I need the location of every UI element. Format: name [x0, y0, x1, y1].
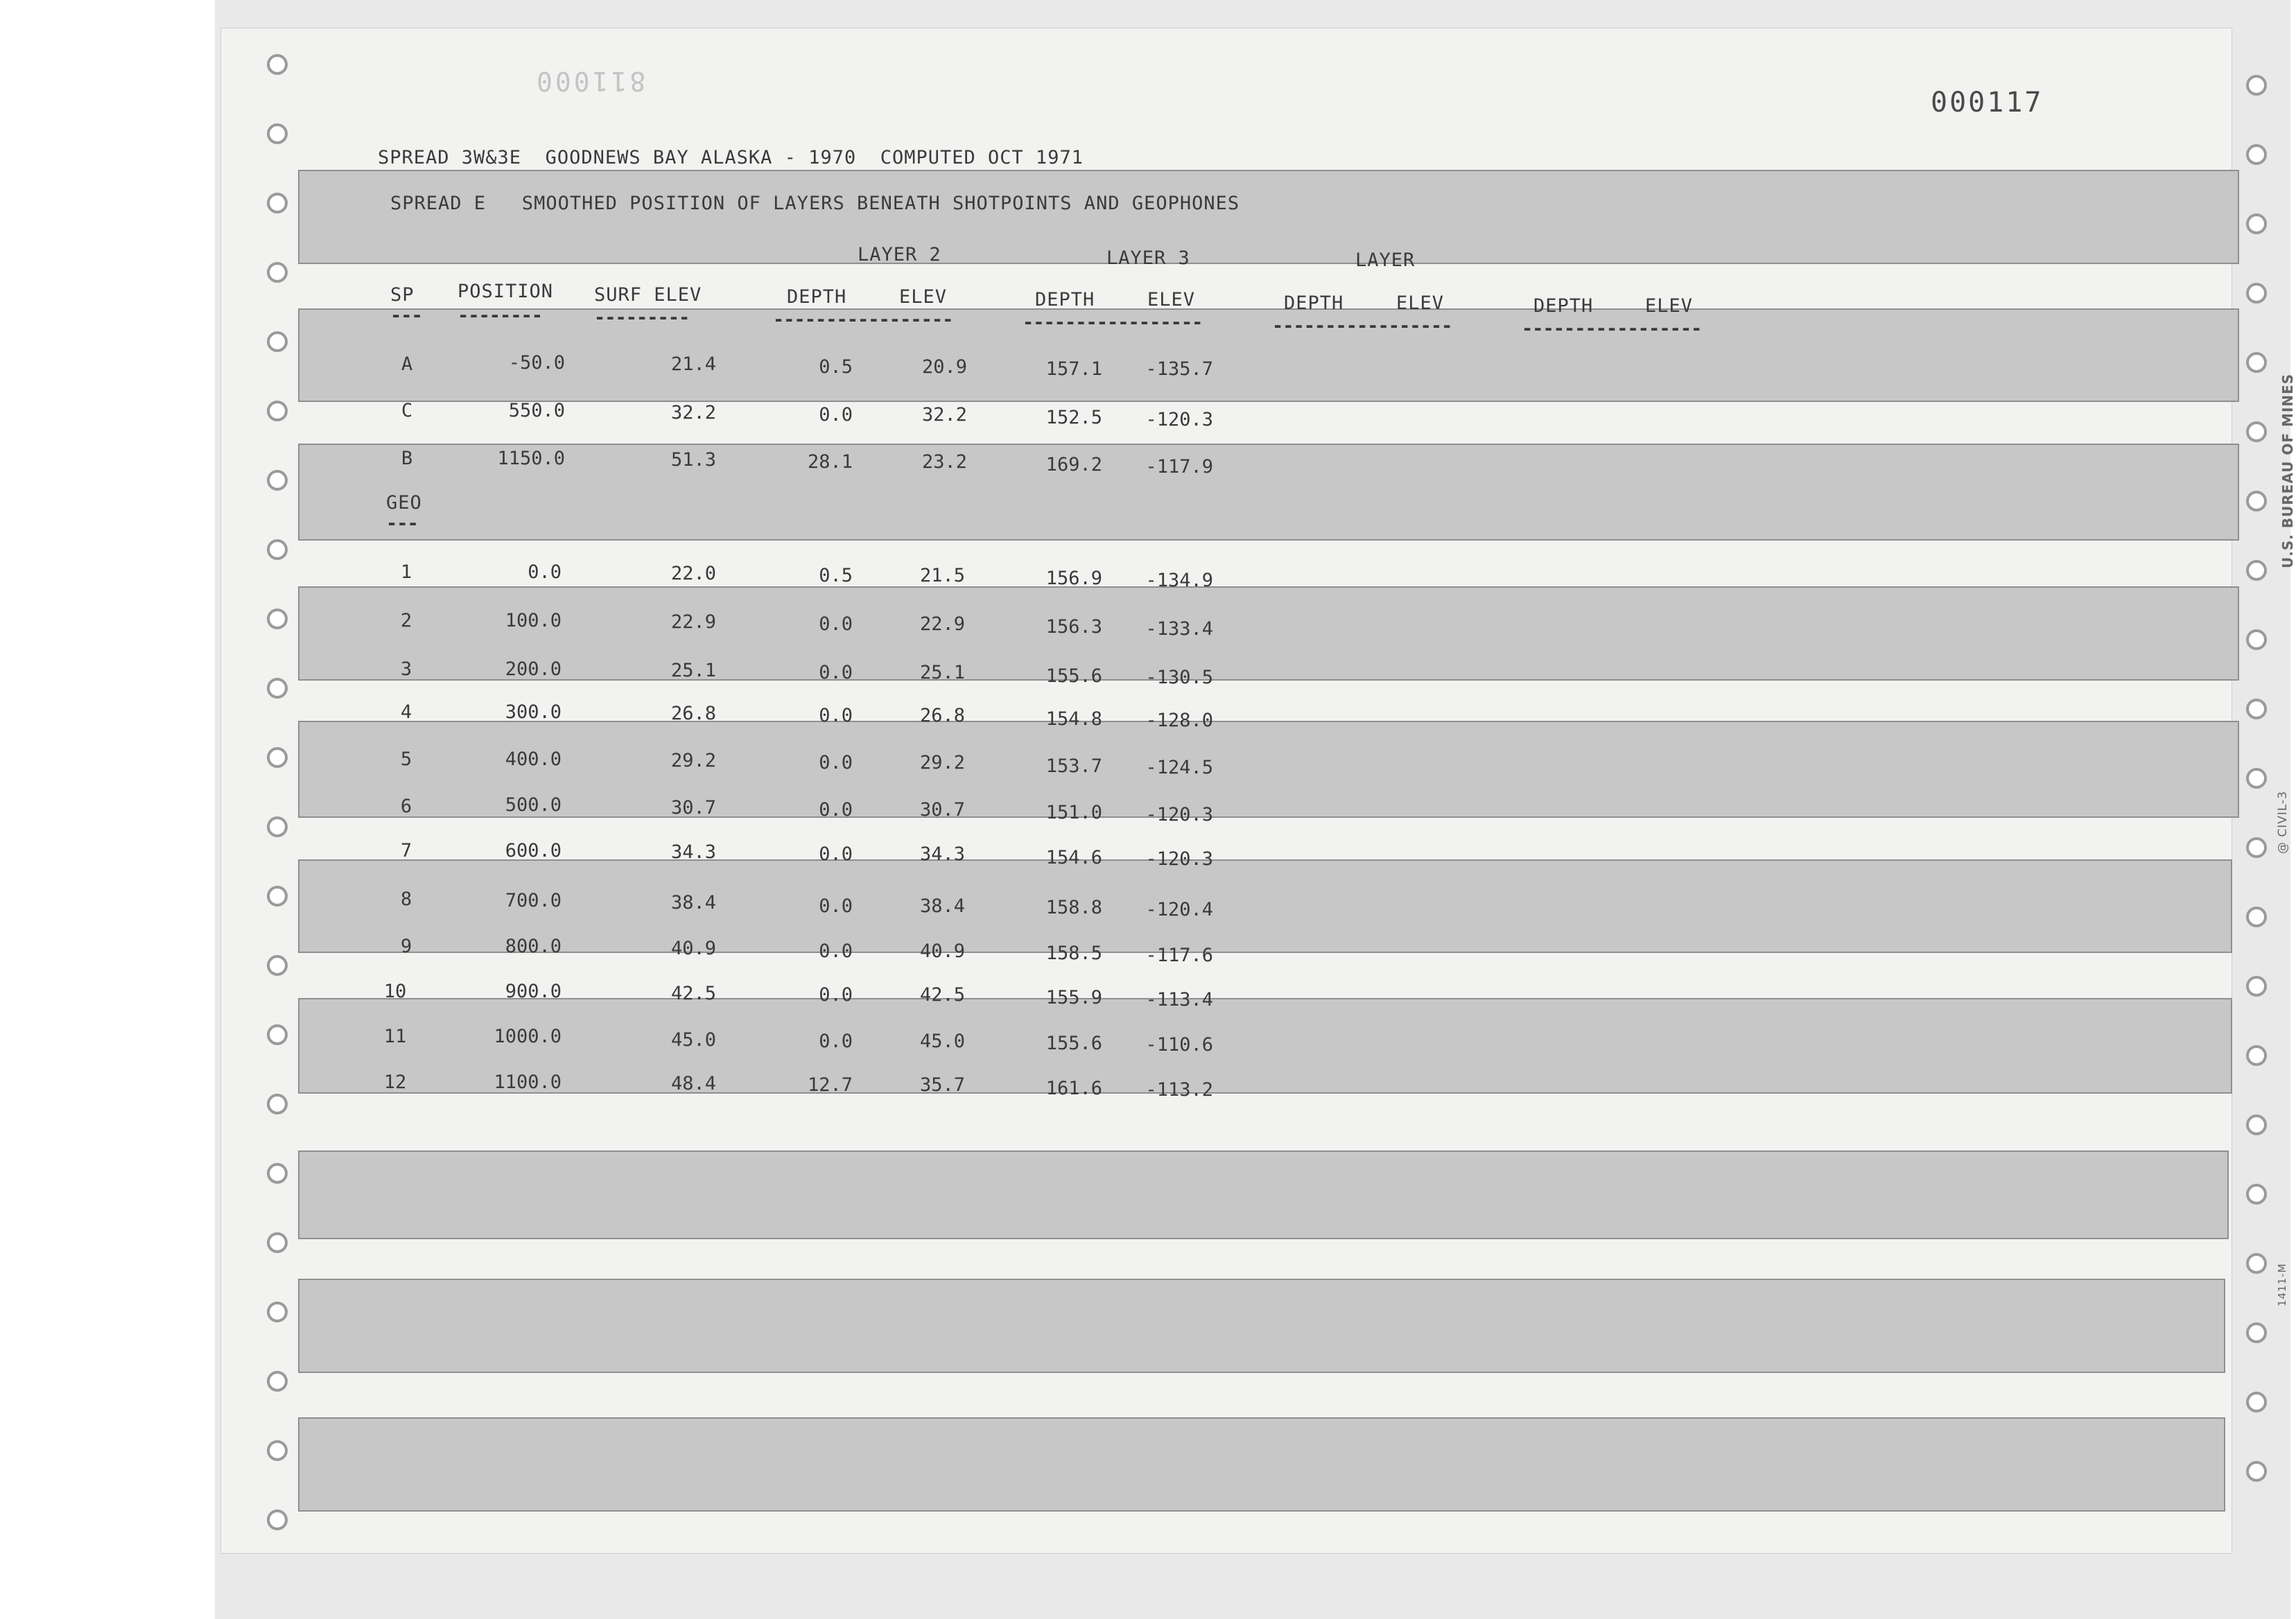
feed-hole-icon [2246, 1392, 2267, 1412]
cell-position: 500.0 [505, 794, 562, 816]
feed-hole-icon [267, 401, 288, 421]
cell-l3-depth: 155.9 [1045, 987, 1102, 1008]
col-header-l2-elev: ELEV [899, 286, 948, 308]
header-underline: -------- [458, 305, 543, 326]
cell-l2-depth: 0.0 [819, 940, 853, 962]
col-header-l3-elev: ELEV [1147, 289, 1196, 310]
col-header-surf-elev: SURF ELEV [594, 284, 702, 306]
cell-position: -50.0 [508, 352, 565, 374]
cell-surf-elev: 30.7 [670, 797, 716, 819]
paper-band [298, 859, 2232, 953]
cell-l2-depth: 0.5 [819, 565, 853, 586]
cell-surf-elev: 48.4 [670, 1073, 716, 1094]
cell-sp: 3 [400, 658, 412, 680]
cell-l3-depth: 158.8 [1045, 897, 1102, 918]
cell-l3-elev: -110.6 [1145, 1034, 1213, 1056]
cell-sp: 10 [383, 981, 407, 1002]
feed-hole-icon [267, 470, 288, 491]
feed-hole-icon [2246, 629, 2267, 650]
cell-sp: 5 [400, 749, 412, 770]
cell-position: 100.0 [505, 610, 562, 631]
side-small-label: @ CIVIL-3 [2276, 790, 2290, 854]
feed-hole-icon [2246, 1045, 2267, 1066]
cell-position: 400.0 [505, 749, 562, 770]
feed-hole-icon [267, 262, 288, 283]
cell-l2-depth: 0.5 [819, 356, 853, 378]
feed-hole-icon [267, 1094, 288, 1114]
cell-sp: 4 [400, 701, 412, 723]
cell-l3-depth: 156.3 [1045, 616, 1102, 638]
document-number: 000117 [1931, 87, 2044, 119]
cell-l2-depth: 0.0 [819, 662, 853, 683]
feed-hole-icon [267, 886, 288, 907]
cell-position: 300.0 [505, 701, 562, 723]
cell-l2-elev: 38.4 [919, 895, 965, 917]
cell-l3-elev: -130.5 [1145, 667, 1213, 688]
paper-band [298, 1150, 2229, 1239]
cell-l3-depth: 169.2 [1045, 454, 1102, 475]
header-line: SPREAD 3W&3E GOODNEWS BAY ALASKA - 1970 COMPUTED OCT 1971 [378, 147, 1084, 168]
form-number: 1411-M [2276, 1263, 2288, 1306]
col-header-l2-depth: DEPTH [787, 286, 847, 308]
cell-position: 550.0 [508, 400, 565, 421]
cell-sp: 7 [400, 840, 412, 861]
cell-position: 700.0 [505, 890, 562, 911]
cell-l3-elev: -134.9 [1145, 570, 1213, 591]
col-header-position: POSITION [458, 281, 554, 302]
col-header-l4-depth: DEPTH [1284, 292, 1344, 314]
header-underline: --------- [594, 307, 690, 329]
header-underline: ----------------- [1522, 318, 1702, 340]
feed-hole-icon [2246, 976, 2267, 997]
cell-l2-elev: 40.9 [919, 940, 965, 962]
cell-sp: 2 [400, 610, 412, 631]
feed-hole-icon [2246, 75, 2267, 96]
cell-sp: B [401, 448, 413, 469]
cell-surf-elev: 34.3 [670, 841, 716, 863]
cell-position: 800.0 [505, 936, 562, 957]
feed-hole-icon [2246, 283, 2267, 304]
cell-position: 1000.0 [494, 1026, 562, 1047]
feed-hole-icon [2246, 1114, 2267, 1135]
cell-surf-elev: 51.3 [670, 449, 716, 471]
feed-hole-icon [2246, 213, 2267, 234]
feed-hole-icon [267, 1163, 288, 1184]
geo-underline: --- [386, 513, 418, 534]
feed-hole-icon [267, 1024, 288, 1045]
cell-l3-elev: -135.7 [1145, 358, 1213, 380]
cell-l3-elev: -113.4 [1145, 989, 1213, 1010]
cell-l3-elev: -124.5 [1145, 757, 1213, 778]
cell-l3-elev: -120.4 [1145, 899, 1213, 920]
feed-hole-icon [2246, 907, 2267, 927]
feed-hole-icon [267, 1232, 288, 1253]
feed-hole-icon [267, 123, 288, 144]
cell-l3-depth: 157.1 [1045, 358, 1102, 380]
feed-hole-icon [2246, 421, 2267, 442]
cell-sp: 9 [400, 936, 412, 957]
cell-l3-depth: 154.6 [1045, 847, 1102, 868]
cell-l2-elev: 29.2 [919, 752, 965, 773]
paper-band [298, 308, 2239, 402]
cell-surf-elev: 42.5 [670, 983, 716, 1004]
cell-l2-elev: 42.5 [919, 984, 965, 1006]
paper-band [298, 1417, 2225, 1512]
col-header-l3-depth: DEPTH [1035, 289, 1095, 310]
feed-hole-icon [2246, 491, 2267, 511]
feed-hole-icon [2246, 699, 2267, 719]
cell-l3-elev: -117.9 [1145, 456, 1213, 478]
cell-sp: 6 [400, 796, 412, 817]
cell-l3-depth: 158.5 [1045, 943, 1102, 964]
feed-hole-icon [267, 1371, 288, 1392]
cell-l2-depth: 0.0 [819, 1031, 853, 1052]
cell-sp: A [401, 353, 413, 375]
cell-l2-depth: 28.1 [807, 451, 853, 473]
cell-l3-depth: 154.8 [1045, 708, 1102, 730]
feed-hole-icon [2246, 1253, 2267, 1274]
cell-l2-elev: 22.9 [919, 613, 965, 635]
cell-surf-elev: 22.9 [670, 611, 716, 633]
feed-hole-icon [2246, 768, 2267, 789]
feed-hole-icon [267, 1440, 288, 1461]
cell-l3-elev: -133.4 [1145, 618, 1213, 640]
cell-l2-depth: 0.0 [819, 705, 853, 726]
feed-hole-icon [267, 609, 288, 629]
col-header-sp: SP [390, 284, 415, 306]
col-header-l5-depth: DEPTH [1533, 295, 1594, 317]
cell-l3-elev: -120.3 [1145, 804, 1213, 825]
cell-l2-depth: 0.0 [819, 984, 853, 1006]
feed-hole-icon [267, 1302, 288, 1322]
feed-hole-icon [267, 678, 288, 699]
cell-surf-elev: 40.9 [670, 938, 716, 959]
cell-l2-elev: 35.7 [919, 1074, 965, 1096]
cell-l3-depth: 152.5 [1045, 407, 1102, 428]
cell-position: 900.0 [505, 981, 562, 1002]
feed-hole-icon [267, 747, 288, 768]
col-header-l5-elev: ELEV [1645, 295, 1694, 317]
cell-l2-elev: 21.5 [919, 565, 965, 586]
cell-l2-elev: 34.3 [919, 843, 965, 865]
cell-sp: 12 [383, 1071, 407, 1093]
cell-l2-depth: 0.0 [819, 404, 853, 426]
header-underline: ----------------- [773, 309, 953, 331]
cell-position: 600.0 [505, 840, 562, 861]
cell-surf-elev: 45.0 [670, 1029, 716, 1051]
cell-l2-depth: 0.0 [819, 613, 853, 635]
cell-l2-depth: 0.0 [819, 799, 853, 821]
cell-l3-elev: -113.2 [1145, 1079, 1213, 1101]
cell-l2-elev: 25.1 [919, 662, 965, 683]
cell-l2-elev: 30.7 [919, 799, 965, 821]
cell-position: 0.0 [528, 561, 562, 583]
cell-l2-elev: 23.2 [921, 451, 967, 473]
cell-surf-elev: 38.4 [670, 892, 716, 913]
cell-surf-elev: 21.4 [670, 353, 716, 375]
cell-l2-elev: 26.8 [919, 705, 965, 726]
feed-hole-icon [2246, 352, 2267, 373]
feed-hole-icon [2246, 1461, 2267, 1482]
feed-hole-icon [267, 1509, 288, 1530]
cell-l3-depth: 156.9 [1045, 568, 1102, 589]
feed-hole-icon [267, 193, 288, 213]
cell-l3-elev: -117.6 [1145, 945, 1213, 966]
cell-l3-elev: -128.0 [1145, 710, 1213, 731]
header-underline: ----------------- [1272, 315, 1452, 337]
feed-hole-icon [267, 539, 288, 560]
cell-sp: 11 [383, 1026, 407, 1047]
cell-l2-depth: 0.0 [819, 843, 853, 865]
cell-sp: C [401, 400, 413, 421]
paper-band [298, 586, 2239, 681]
feed-hole-icon [267, 331, 288, 352]
cell-l2-elev: 45.0 [919, 1031, 965, 1052]
cell-surf-elev: 25.1 [670, 660, 716, 681]
cell-l2-elev: 20.9 [921, 356, 967, 378]
cell-l2-depth: 0.0 [819, 752, 853, 773]
feed-hole-icon [2246, 1184, 2267, 1205]
feed-hole-icon [267, 816, 288, 837]
cell-l3-depth: 155.6 [1045, 665, 1102, 687]
paper-band [298, 1279, 2225, 1373]
subheader-line: SPREAD E SMOOTHED POSITION OF LAYERS BENEATH SHOTPOINTS AND GEOPHONES [390, 193, 1240, 214]
paper-band [298, 170, 2239, 264]
cell-l3-depth: 161.6 [1045, 1078, 1102, 1099]
cell-surf-elev: 26.8 [670, 703, 716, 724]
cell-surf-elev: 32.2 [670, 402, 716, 423]
cell-l3-depth: 151.0 [1045, 802, 1102, 823]
ghost-number: 811000 [534, 66, 646, 96]
geo-label: GEO [386, 492, 422, 514]
side-label: U.S. BUREAU OF MINES [2279, 373, 2296, 568]
col-header-l4-elev: ELEV [1396, 292, 1445, 314]
feed-hole-icon [267, 54, 288, 75]
feed-hole-icon [2246, 837, 2267, 858]
cell-position: 200.0 [505, 658, 562, 680]
feed-hole-icon [267, 955, 288, 976]
cell-l3-elev: -120.3 [1145, 848, 1213, 870]
cell-l2-depth: 12.7 [807, 1074, 853, 1096]
cell-sp: 1 [400, 561, 412, 583]
cell-l3-depth: 155.6 [1045, 1033, 1102, 1054]
paper-band [298, 444, 2239, 541]
cell-surf-elev: 22.0 [670, 563, 716, 584]
paper-band [298, 721, 2239, 818]
paper-band [298, 998, 2232, 1094]
cell-l2-elev: 32.2 [921, 404, 967, 426]
feed-hole-icon [2246, 144, 2267, 165]
cell-l2-depth: 0.0 [819, 895, 853, 917]
cell-l3-elev: -120.3 [1145, 409, 1213, 430]
cell-position: 1150.0 [497, 448, 565, 469]
header-underline: --- [390, 305, 422, 326]
cell-position: 1100.0 [494, 1071, 562, 1093]
group-header-layer2: LAYER 2 [858, 244, 941, 265]
cell-surf-elev: 29.2 [670, 750, 716, 771]
feed-hole-icon [2246, 1322, 2267, 1343]
feed-hole-icon [2246, 560, 2267, 581]
group-header-layer: LAYER [1355, 250, 1416, 271]
cell-sp: 8 [400, 889, 412, 910]
cell-l3-depth: 153.7 [1045, 755, 1102, 777]
header-underline: ----------------- [1023, 312, 1203, 333]
group-header-layer3: LAYER 3 [1106, 247, 1190, 269]
